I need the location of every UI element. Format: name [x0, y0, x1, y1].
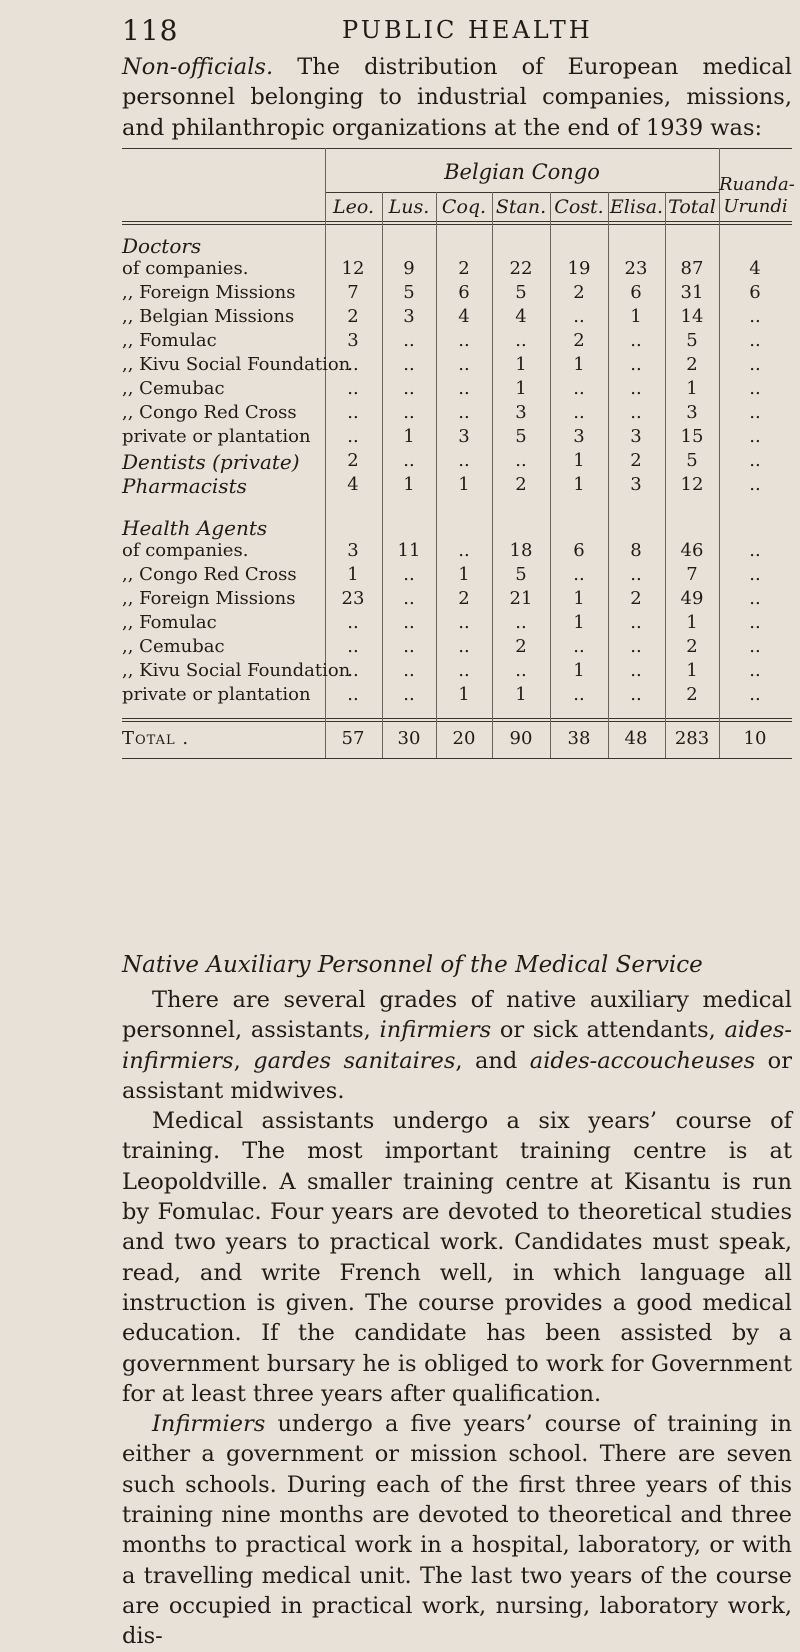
- col-header-coq: Coq.: [441, 196, 487, 218]
- col-header-stan: Stan.: [495, 196, 547, 218]
- table-row: [122, 306, 792, 330]
- table-cell: 1: [515, 378, 527, 399]
- table-cell: 2: [347, 450, 359, 471]
- row-label: of companies.: [122, 258, 249, 279]
- row-label: Dentists (private): [122, 450, 300, 474]
- table-cell: 2: [515, 474, 527, 495]
- table-cell: 7: [686, 564, 698, 585]
- row-label: ,, Fomulac: [122, 612, 217, 633]
- group-header-belgian-congo: Belgian Congo: [444, 160, 600, 184]
- table-cell: ..: [573, 378, 585, 399]
- total-label: Total .: [122, 728, 190, 749]
- row-label: ,, Cemubac: [122, 636, 225, 657]
- row-label: ,, Foreign Missions: [122, 588, 296, 609]
- table-cell: 5: [686, 450, 698, 471]
- table-cell: ..: [347, 426, 359, 447]
- table-row: [122, 234, 792, 258]
- col-header-ruanda-urundi: [719, 174, 795, 218]
- table-row: [122, 564, 792, 588]
- row-label: ,, Cemubac: [122, 378, 225, 399]
- table-cell: ..: [749, 402, 761, 423]
- table-cell: ..: [403, 660, 415, 681]
- header-bottom-rule: [122, 221, 792, 222]
- table-cell: 1: [686, 378, 698, 399]
- table-row: [122, 450, 792, 474]
- table-cell: 1: [630, 306, 642, 327]
- table-cell: 1: [573, 588, 585, 609]
- row-label: Health Agents: [122, 516, 268, 540]
- table-cell: ..: [347, 354, 359, 375]
- row-label: ,, Kivu Social Foundation: [122, 354, 351, 375]
- table-row: [122, 516, 792, 540]
- table-cell: 3: [686, 402, 698, 423]
- table-cell: ..: [749, 450, 761, 471]
- table-cell: 3: [347, 540, 359, 561]
- table-cell: 14: [680, 306, 704, 327]
- table-cell: ..: [749, 354, 761, 375]
- col-header-ruanda-line1: Ruanda-: [719, 174, 795, 195]
- table-cell: ..: [403, 354, 415, 375]
- col-header-lus: Lus.: [388, 196, 430, 218]
- table-cell: 1: [403, 474, 415, 495]
- table-cell: ..: [749, 306, 761, 327]
- table-cell: 15: [680, 426, 704, 447]
- table-cell: ..: [458, 540, 470, 561]
- table-cell: 2: [686, 636, 698, 657]
- table-cell: ..: [749, 540, 761, 561]
- table-cell: ..: [403, 402, 415, 423]
- table-cell: 1: [458, 564, 470, 585]
- table-cell: 3: [573, 426, 585, 447]
- table-cell: 4: [515, 306, 527, 327]
- intro-text: The distribution of European medical personnel belonging to industrial companies, missions, and philanthropic organizations at the end of 1939 was:: [122, 54, 792, 141]
- table-row: [122, 354, 792, 378]
- table-cell: 2: [686, 354, 698, 375]
- table-row: [122, 426, 792, 450]
- total-top-rule: [122, 718, 792, 719]
- intro-lead: Non-officials.: [122, 54, 274, 80]
- table-cell: ..: [403, 588, 415, 609]
- row-label: private or plantation: [122, 684, 311, 705]
- table-cell: ..: [749, 588, 761, 609]
- table-cell: ..: [403, 450, 415, 471]
- total-cell: 57: [341, 728, 365, 749]
- table-cell: 6: [630, 282, 642, 303]
- table-cell: ..: [630, 402, 642, 423]
- table-cell: ..: [403, 330, 415, 351]
- table-cell: ..: [630, 612, 642, 633]
- table-cell: 4: [458, 306, 470, 327]
- total-cell: 38: [567, 728, 591, 749]
- row-label: private or plantation: [122, 426, 311, 447]
- table-cell: ..: [749, 684, 761, 705]
- row-label: ,, Kivu Social Foundation: [122, 660, 351, 681]
- header-bottom-rule-2: [122, 224, 792, 225]
- table-cell: 3: [458, 426, 470, 447]
- row-label: of companies.: [122, 540, 249, 561]
- table-cell: ..: [458, 636, 470, 657]
- table-cell: ..: [749, 426, 761, 447]
- table-cell: 49: [680, 588, 704, 609]
- table-cell: 5: [403, 282, 415, 303]
- row-label: Pharmacists: [122, 474, 247, 498]
- table-cell: ..: [458, 354, 470, 375]
- table-cell: 1: [573, 660, 585, 681]
- table-cell: 1: [686, 612, 698, 633]
- table-row: [122, 540, 792, 564]
- section-heading: Native Auxiliary Personnel of the Medical Service: [122, 952, 703, 978]
- table-cell: 2: [515, 636, 527, 657]
- table-cell: 3: [403, 306, 415, 327]
- total-row: [122, 728, 792, 752]
- total-cell: 90: [509, 728, 533, 749]
- table-cell: 1: [458, 684, 470, 705]
- table-cell: 3: [347, 330, 359, 351]
- table-cell: ..: [573, 684, 585, 705]
- table-row: [122, 378, 792, 402]
- table-cell: ..: [749, 474, 761, 495]
- table-cell: 87: [680, 258, 704, 279]
- table-cell: 22: [509, 258, 533, 279]
- row-label: ,, Fomulac: [122, 330, 217, 351]
- table-cell: ..: [403, 378, 415, 399]
- table-cell: ..: [630, 378, 642, 399]
- table-cell: 1: [515, 684, 527, 705]
- table-cell: 1: [458, 474, 470, 495]
- table-cell: 8: [630, 540, 642, 561]
- intro-paragraph: [122, 52, 792, 143]
- col-header-ruanda-line2: Urundi: [723, 196, 788, 217]
- table-cell: ..: [749, 330, 761, 351]
- table-cell: ..: [515, 612, 527, 633]
- table-cell: 2: [630, 450, 642, 471]
- row-label: ,, Foreign Missions: [122, 282, 296, 303]
- total-cell: 20: [452, 728, 476, 749]
- table-cell: 5: [515, 564, 527, 585]
- table-cell: 2: [686, 684, 698, 705]
- row-label: ,, Congo Red Cross: [122, 564, 297, 585]
- table-cell: 1: [573, 354, 585, 375]
- personnel-table: [122, 148, 795, 768]
- table-cell: ..: [458, 450, 470, 471]
- total-cell: 48: [624, 728, 648, 749]
- table-cell: 6: [573, 540, 585, 561]
- table-cell: 6: [749, 282, 761, 303]
- table-cell: 1: [403, 426, 415, 447]
- group-header-rule: [325, 192, 719, 193]
- table-cell: ..: [630, 636, 642, 657]
- total-top-rule-2: [122, 721, 792, 722]
- table-cell: ..: [347, 402, 359, 423]
- table-cell: ..: [515, 660, 527, 681]
- table-cell: 2: [573, 330, 585, 351]
- table-row: [122, 474, 792, 498]
- table-cell: 23: [624, 258, 648, 279]
- row-label: Doctors: [122, 234, 202, 258]
- table-cell: 1: [573, 450, 585, 471]
- table-cell: ..: [749, 378, 761, 399]
- total-cell: 283: [674, 728, 710, 749]
- table-cell: 31: [680, 282, 704, 303]
- table-cell: ..: [630, 684, 642, 705]
- running-title: PUBLIC HEALTH: [342, 16, 593, 44]
- col-header-total: Total: [668, 196, 716, 218]
- table-cell: ..: [347, 684, 359, 705]
- table-cell: 5: [686, 330, 698, 351]
- table-cell: ..: [458, 330, 470, 351]
- table-row: [122, 684, 792, 708]
- table-cell: 6: [458, 282, 470, 303]
- row-label: ,, Belgian Missions: [122, 306, 295, 327]
- col-header-cost: Cost.: [554, 196, 604, 218]
- table-cell: 7: [347, 282, 359, 303]
- table-cell: ..: [573, 402, 585, 423]
- table-cell: ..: [458, 402, 470, 423]
- table-cell: 2: [630, 588, 642, 609]
- table-row: [122, 588, 792, 612]
- table-cell: 1: [573, 474, 585, 495]
- total-cell: 10: [743, 728, 767, 749]
- table-cell: ..: [749, 636, 761, 657]
- page-header: [122, 14, 762, 50]
- total-cell: 30: [397, 728, 421, 749]
- table-cell: 4: [749, 258, 761, 279]
- table-cell: ..: [347, 660, 359, 681]
- table-cell: ..: [630, 354, 642, 375]
- section-body: [122, 985, 792, 1652]
- table-row: [122, 612, 792, 636]
- table-cell: ..: [515, 450, 527, 471]
- table-cell: ..: [347, 612, 359, 633]
- table-cell: ..: [749, 660, 761, 681]
- table-row: [122, 258, 792, 282]
- paragraph-assistants: Medical assistants undergo a six years’ course of training. The most important training centre is at Leopoldville. A smaller training centre at Kisantu is run by Fomulac. Four years are devoted to theoretical studies and two years to practical work. Candidates must speak, read, and write French well, in which language all instruction is given. The course provides a good medical education. If the candidate has been assisted by a government bursary he is obliged to work for Government for at least three years after qualification.: [122, 1108, 792, 1407]
- table-bottom-rule: [122, 758, 792, 759]
- table-cell: ..: [630, 564, 642, 585]
- table-cell: ..: [458, 660, 470, 681]
- table-cell: 2: [573, 282, 585, 303]
- table-cell: 11: [397, 540, 421, 561]
- table-cell: ..: [630, 330, 642, 351]
- table-cell: ..: [515, 330, 527, 351]
- table-cell: 1: [686, 660, 698, 681]
- table-row: [122, 282, 792, 306]
- table-cell: 19: [567, 258, 591, 279]
- col-header-leo: Leo.: [332, 196, 374, 218]
- table-cell: ..: [573, 306, 585, 327]
- row-label: ,, Congo Red Cross: [122, 402, 297, 423]
- table-cell: 9: [403, 258, 415, 279]
- table-cell: ..: [403, 564, 415, 585]
- table-cell: ..: [403, 612, 415, 633]
- table-cell: 5: [515, 282, 527, 303]
- table-cell: 2: [458, 588, 470, 609]
- table-cell: ..: [573, 564, 585, 585]
- table-cell: ..: [403, 684, 415, 705]
- table-cell: ..: [458, 378, 470, 399]
- table-cell: 5: [515, 426, 527, 447]
- table-cell: 1: [347, 564, 359, 585]
- table-cell: 21: [509, 588, 533, 609]
- col-header-elisa: Elisa.: [609, 196, 664, 218]
- table-cell: ..: [573, 636, 585, 657]
- table-cell: 23: [341, 588, 365, 609]
- table-cell: 1: [573, 612, 585, 633]
- table-cell: 46: [680, 540, 704, 561]
- table-cell: ..: [458, 612, 470, 633]
- table-cell: 18: [509, 540, 533, 561]
- table-row: [122, 330, 792, 354]
- table-cell: 3: [515, 402, 527, 423]
- paragraph-grades: There are several grades of native auxiliary medical personnel, assistants, infirmiers or sick attendants, aides-infirmiers, gardes sanitaires, and aides-accoucheuses or assistant midwives.: [122, 987, 792, 1104]
- table-cell: 12: [680, 474, 704, 495]
- table-cell: ..: [347, 636, 359, 657]
- table-row: [122, 636, 792, 660]
- table-cell: ..: [749, 612, 761, 633]
- table-cell: 3: [630, 474, 642, 495]
- table-top-rule: [122, 148, 792, 149]
- table-cell: 1: [515, 354, 527, 375]
- table-cell: ..: [403, 636, 415, 657]
- table-cell: 2: [347, 306, 359, 327]
- table-cell: ..: [749, 564, 761, 585]
- table-cell: 2: [458, 258, 470, 279]
- table-cell: ..: [347, 378, 359, 399]
- table-row: [122, 402, 792, 426]
- paragraph-infirmiers: Infirmiers undergo a five years’ course of training in either a government or mission school. There are seven such schools. During each of the first three years of this training nine months are devoted to theoretical and three months to practical work in a hospital, laboratory, or with a travelling medical unit. The last two years of the course are occupied in practical work, nursing, laboratory work, dis-: [122, 1411, 792, 1650]
- table-cell: 12: [341, 258, 365, 279]
- table-cell: 4: [347, 474, 359, 495]
- page-number: 118: [122, 14, 179, 47]
- table-cell: ..: [630, 660, 642, 681]
- table-cell: 3: [630, 426, 642, 447]
- table-row: [122, 660, 792, 684]
